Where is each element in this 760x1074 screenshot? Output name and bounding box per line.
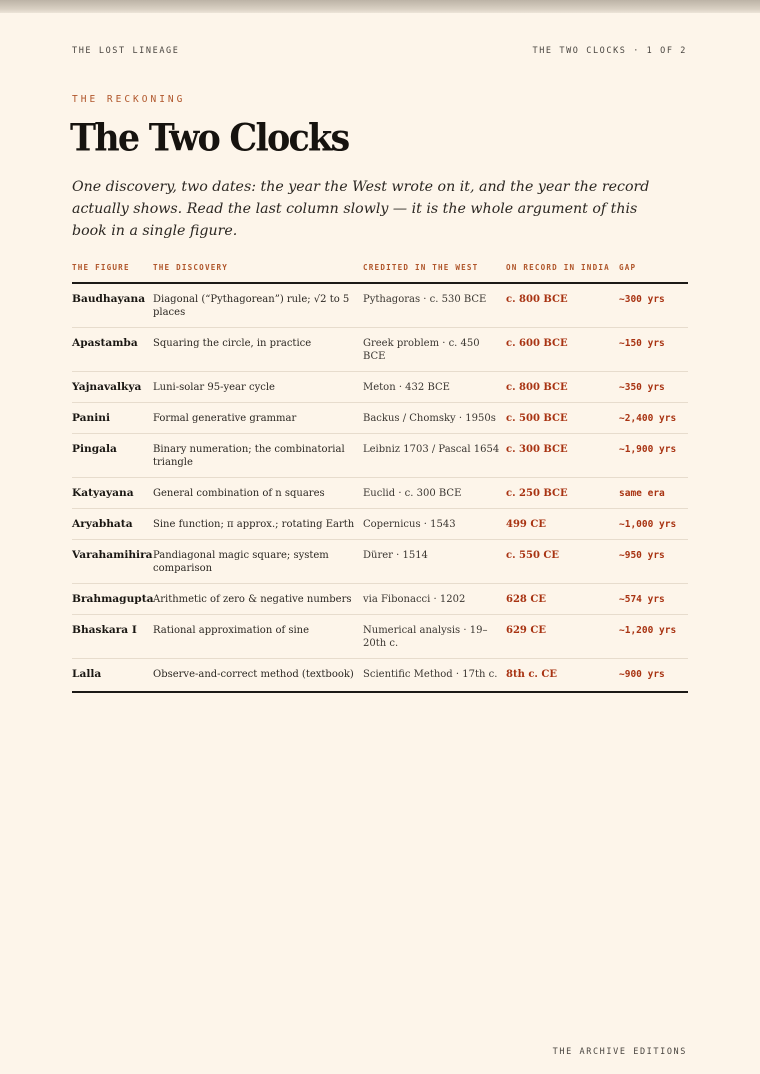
column-header-discovery: THE DISCOVERY bbox=[153, 262, 363, 283]
table-row bbox=[72, 478, 688, 509]
discovery-cell: General combination of n squares bbox=[153, 478, 363, 509]
figure-cell: Aryabhata bbox=[72, 509, 153, 540]
india-record-cell: c. 800 BCE bbox=[506, 283, 619, 328]
table-header-row bbox=[72, 262, 688, 283]
discovery-cell: Observe-and-correct method (textbook) bbox=[153, 659, 363, 693]
top-edge-shadow bbox=[0, 0, 760, 13]
west-credit-cell: Greek problem · c. 450 BCE bbox=[363, 328, 506, 372]
figure-cell: Pingala bbox=[72, 434, 153, 478]
table-row bbox=[72, 509, 688, 540]
india-record-cell: c. 800 BCE bbox=[506, 372, 619, 403]
discovery-cell: Diagonal (“Pythagorean”) rule; √2 to 5 places bbox=[153, 283, 363, 328]
gap-cell: ~900 yrs bbox=[619, 659, 688, 693]
figure-cell: Varahamihira bbox=[72, 540, 153, 584]
intro-paragraph: One discovery, two dates: the year the West wrote on it, and the year the record actually shows. Read the last column slowly — it is the whole argument of this book in a single figure. bbox=[72, 179, 650, 239]
gap-cell: same era bbox=[619, 478, 688, 509]
gap-cell: ~350 yrs bbox=[619, 372, 688, 403]
figure-cell: Bhaskara I bbox=[72, 615, 153, 659]
figure-cell: Yajnavalkya bbox=[72, 372, 153, 403]
india-record-cell: 8th c. CE bbox=[506, 659, 619, 693]
section-kicker: THE RECKONING bbox=[72, 94, 186, 105]
figure-cell: Panini bbox=[72, 403, 153, 434]
discovery-cell: Formal generative grammar bbox=[153, 403, 363, 434]
figure-cell: Baudhayana bbox=[72, 283, 153, 328]
discovery-cell: Pandiagonal magic square; system comparison bbox=[153, 540, 363, 584]
table-row bbox=[72, 434, 688, 478]
west-credit-cell: Copernicus · 1543 bbox=[363, 509, 506, 540]
discovery-cell: Squaring the circle, in practice bbox=[153, 328, 363, 372]
two-clocks-table bbox=[72, 262, 688, 693]
gap-cell: ~574 yrs bbox=[619, 584, 688, 615]
table-row bbox=[72, 283, 688, 328]
india-record-cell: c. 300 BCE bbox=[506, 434, 619, 478]
running-header-right: THE TWO CLOCKS · 1 OF 2 bbox=[532, 46, 687, 56]
west-credit-cell: Pythagoras · c. 530 BCE bbox=[363, 283, 506, 328]
west-credit-cell: Dürer · 1514 bbox=[363, 540, 506, 584]
column-header-india: ON RECORD IN INDIA bbox=[506, 262, 619, 283]
running-header-left: THE LOST LINEAGE bbox=[72, 46, 180, 56]
column-header-figure: THE FIGURE bbox=[72, 262, 153, 283]
figure-cell: Apastamba bbox=[72, 328, 153, 372]
discovery-cell: Binary numeration; the combinatorial triangle bbox=[153, 434, 363, 478]
gap-cell: ~1,200 yrs bbox=[619, 615, 688, 659]
india-record-cell: 629 CE bbox=[506, 615, 619, 659]
page-title: The Two Clocks bbox=[70, 116, 349, 161]
india-record-cell: c. 600 BCE bbox=[506, 328, 619, 372]
west-credit-cell: Meton · 432 BCE bbox=[363, 372, 506, 403]
india-record-cell: c. 250 BCE bbox=[506, 478, 619, 509]
gap-cell: ~300 yrs bbox=[619, 283, 688, 328]
west-credit-cell: Backus / Chomsky · 1950s bbox=[363, 403, 506, 434]
west-credit-cell: Scientific Method · 17th c. bbox=[363, 659, 506, 693]
west-credit-cell: Euclid · c. 300 BCE bbox=[363, 478, 506, 509]
discovery-cell: Rational approximation of sine bbox=[153, 615, 363, 659]
table-row bbox=[72, 328, 688, 372]
gap-cell: ~150 yrs bbox=[619, 328, 688, 372]
footer-imprint: THE ARCHIVE EDITIONS bbox=[552, 1047, 687, 1057]
table-row bbox=[72, 403, 688, 434]
gap-cell: ~1,000 yrs bbox=[619, 509, 688, 540]
west-credit-cell: Numerical analysis · 19–20th c. bbox=[363, 615, 506, 659]
column-header-gap: GAP bbox=[619, 262, 688, 283]
figure-cell: Brahmagupta bbox=[72, 584, 153, 615]
table-row bbox=[72, 372, 688, 403]
west-credit-cell: via Fibonacci · 1202 bbox=[363, 584, 506, 615]
gap-cell: ~950 yrs bbox=[619, 540, 688, 584]
discovery-cell: Arithmetic of zero & negative numbers bbox=[153, 584, 363, 615]
discovery-cell: Sine function; π approx.; rotating Earth bbox=[153, 509, 363, 540]
figure-cell: Lalla bbox=[72, 659, 153, 693]
india-record-cell: 499 CE bbox=[506, 509, 619, 540]
gap-cell: ~2,400 yrs bbox=[619, 403, 688, 434]
india-record-cell: 628 CE bbox=[506, 584, 619, 615]
figure-cell: Katyayana bbox=[72, 478, 153, 509]
west-credit-cell: Leibniz 1703 / Pascal 1654 bbox=[363, 434, 506, 478]
india-record-cell: c. 500 BCE bbox=[506, 403, 619, 434]
table-row bbox=[72, 540, 688, 584]
table-row bbox=[72, 615, 688, 659]
table-row bbox=[72, 584, 688, 615]
gap-cell: ~1,900 yrs bbox=[619, 434, 688, 478]
column-header-west: CREDITED IN THE WEST bbox=[363, 262, 506, 283]
india-record-cell: c. 550 CE bbox=[506, 540, 619, 584]
discovery-cell: Luni-solar 95-year cycle bbox=[153, 372, 363, 403]
table-row bbox=[72, 659, 688, 693]
